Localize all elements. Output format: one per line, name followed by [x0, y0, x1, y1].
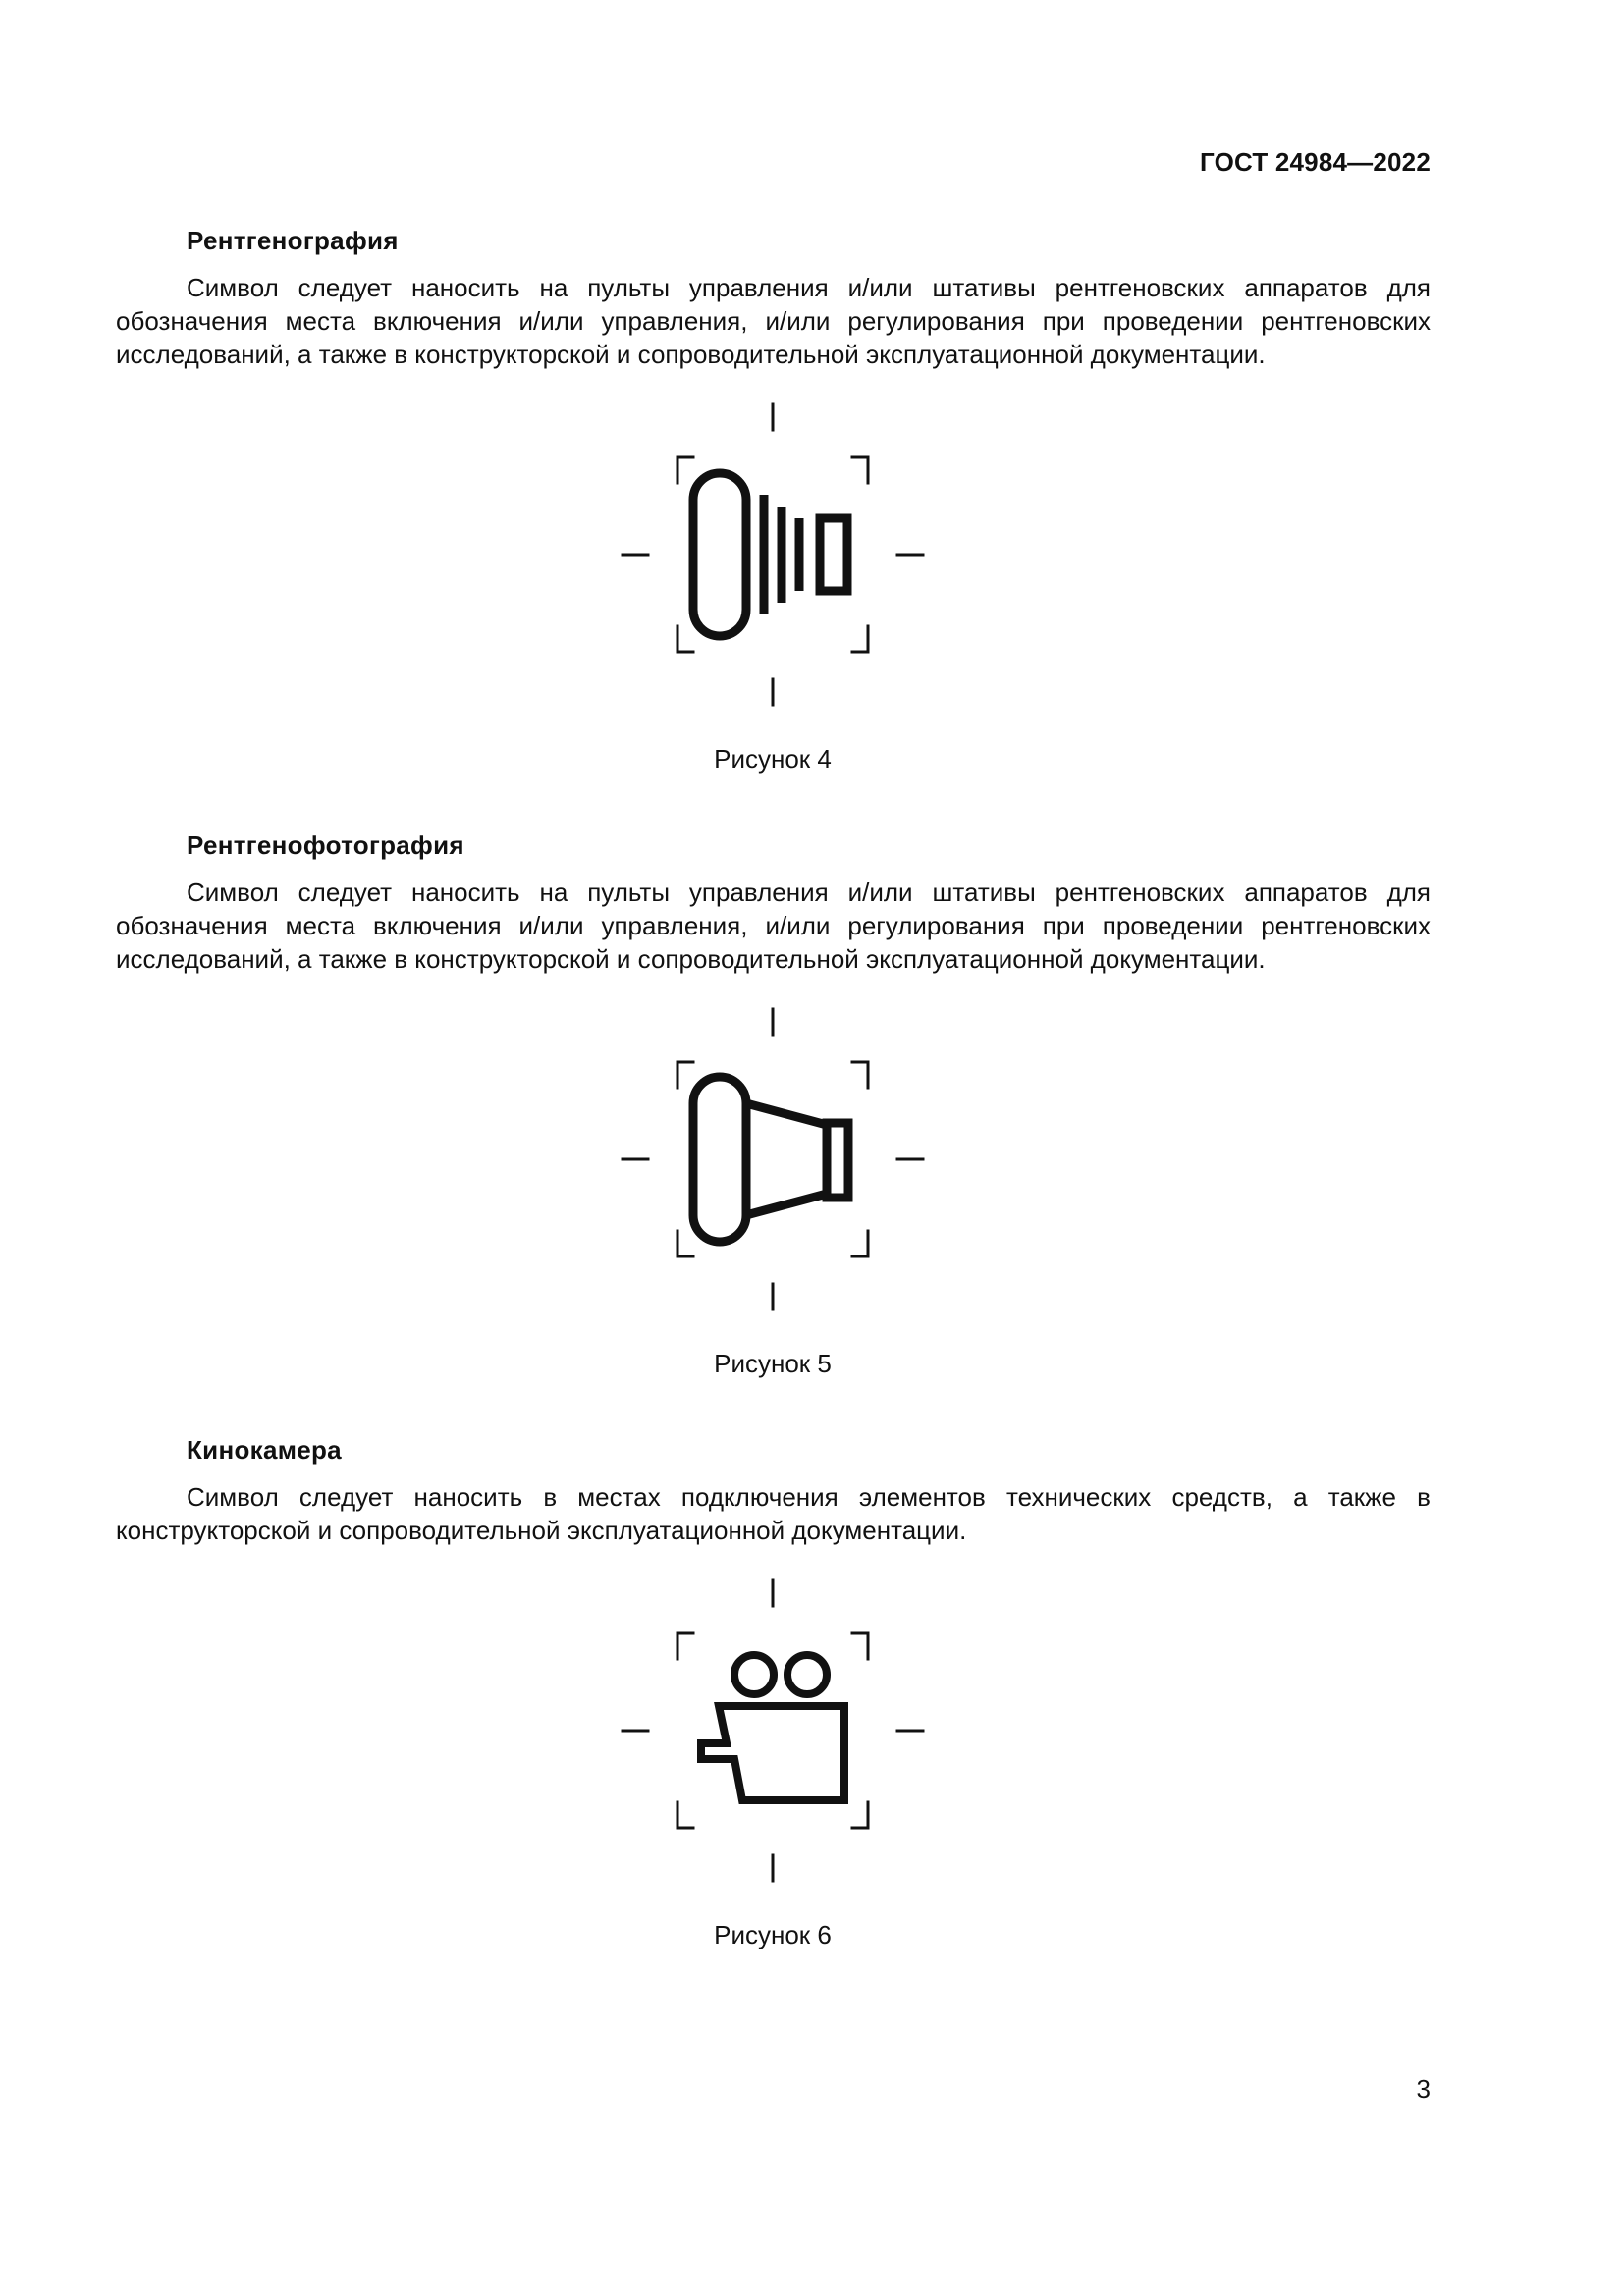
document-code: ГОСТ 24984—2022: [1200, 147, 1431, 177]
section-text-radiography: Символ следует наносить на пульты управления и/или штативы рентгеновских аппаратов для обозначения места включения и/или управления, и/или регулирования при проведении рентгеновских исследований, а также в конструкторской и сопроводительной эксплуатационной документации.: [116, 273, 1431, 369]
figure-5-caption: Рисунок 5: [714, 1349, 832, 1378]
movie-camera-icon: [621, 1578, 925, 1883]
figure-4-caption: Рисунок 4: [714, 744, 832, 774]
x-ray-photography-icon: [621, 1007, 925, 1311]
figure-6-caption: Рисунок 6: [714, 1920, 832, 1949]
figure-5: [621, 1007, 925, 1311]
section-title-movie-camera: Кинокамера: [187, 1435, 342, 1465]
figure-6: [621, 1578, 925, 1883]
section-title-photoradiography: Рентгенофотография: [187, 830, 464, 860]
page-number: 3: [1416, 2074, 1431, 2104]
section-text-movie-camera: Символ следует наносить в местах подключения элементов технических средств, а также в конструкторской и сопроводительной эксплуатационной документации.: [116, 1482, 1431, 1545]
section-title-radiography: Рентгенография: [187, 226, 399, 255]
x-ray-radiography-icon: [621, 402, 925, 707]
figure-4: [621, 402, 925, 707]
section-text-photoradiography: Символ следует наносить на пульты управления и/или штативы рентгеновских аппаратов для обозначения места включения и/или управления, и/или регулирования при проведении рентгеновских исследований, а также в конструкторской и сопроводительной эксплуатационной документации.: [116, 878, 1431, 974]
